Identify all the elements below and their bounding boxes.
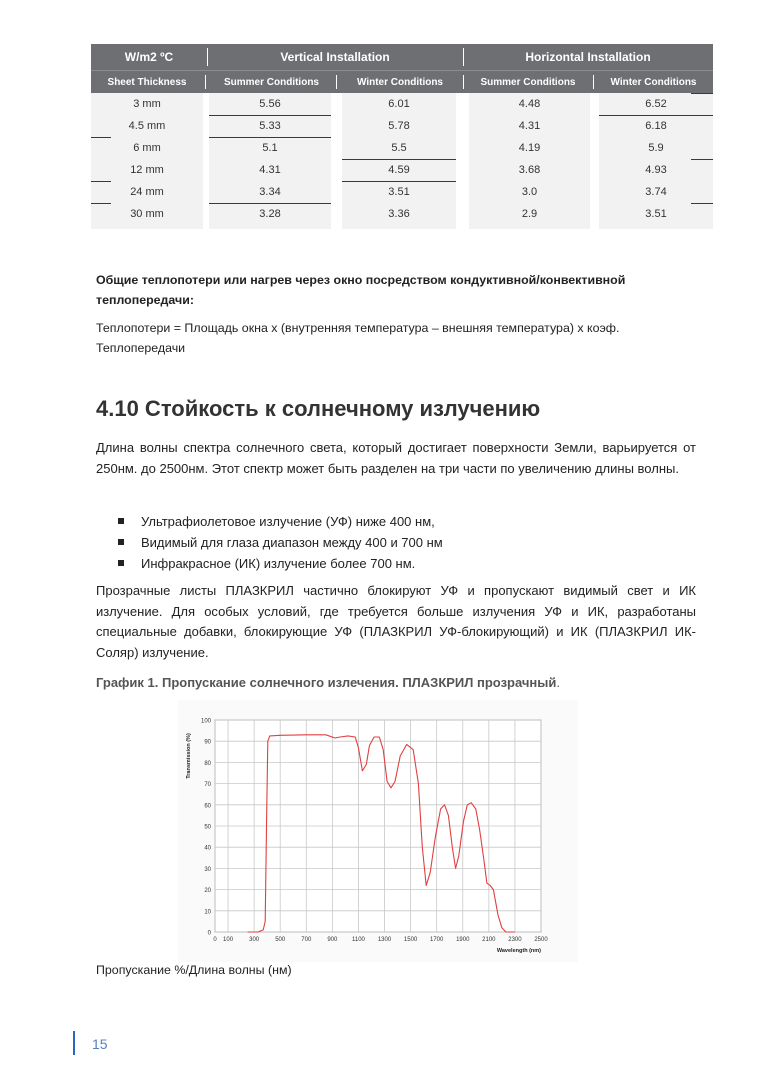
heat-loss-formula: Теплопотери = Площадь окна x (внутренняя температура – внешняя температура) x коэф. Теплопередачи <box>96 321 620 355</box>
x-tick-label: 2500 <box>534 937 548 943</box>
heat-loss-subheading: Общие теплопотери или нагрев через окно посредством кондуктивной/конвективной теплопередачи: <box>96 273 626 307</box>
row-divider <box>91 203 111 204</box>
cell-thickness: 30 mm <box>130 208 164 220</box>
row-divider <box>599 115 713 116</box>
cell-h-winter: 4.93 <box>645 164 667 176</box>
y-tick-label: 30 <box>204 866 211 873</box>
cell-thickness: 24 mm <box>130 186 164 198</box>
table-row <box>91 203 713 225</box>
cell-v-summer: 5.56 <box>259 98 281 110</box>
row-divider <box>691 93 713 94</box>
page-footer-bar <box>73 1031 75 1055</box>
cell-h-winter: 6.52 <box>645 98 667 110</box>
header-separator <box>205 75 206 89</box>
table-column-header <box>91 70 713 93</box>
cell-h-winter: 3.51 <box>645 208 667 220</box>
cell-v-winter: 3.36 <box>388 208 410 220</box>
cell-h-winter: 3.74 <box>645 186 667 198</box>
transmission-chart <box>178 700 578 962</box>
cell-h-winter: 6.18 <box>645 120 667 132</box>
paragraph-spectrum: Длина волны спектра солнечного света, который достигает поверхности Земли, варьируется от 250нм. до 2500нм. Этот спектр может быть разделен на три части по увеличению длины волны. <box>96 440 696 476</box>
col-vertical-summer: Summer Conditions <box>223 76 319 88</box>
cell-h-summer: 3.68 <box>518 164 541 176</box>
spectrum-bullet-list <box>115 511 443 574</box>
page-number: 15 <box>92 1036 108 1052</box>
x-tick-label: 100 <box>223 937 234 943</box>
table-row <box>91 159 713 181</box>
list-item: Инфракрасное (ИК) излучение более 700 нм. <box>115 553 443 574</box>
thermal-transmittance-table <box>91 44 713 229</box>
y-axis-label: Transmission (%) <box>186 733 192 779</box>
cell-thickness: 6 mm <box>133 142 161 154</box>
section-heading: 4.10 Стойкость к солнечному излучению <box>96 396 541 421</box>
x-tick-label: 700 <box>301 937 312 943</box>
table-row <box>91 181 713 203</box>
x-tick-label: 900 <box>327 937 338 943</box>
cell-h-summer: 3.0 <box>521 186 538 198</box>
cell-h-winter: 5.9 <box>648 142 664 154</box>
cell-v-summer: 4.31 <box>259 164 281 176</box>
graph-caption <box>96 675 560 690</box>
y-tick-label: 100 <box>200 718 211 725</box>
graph-caption-text: График 1. Пропускание солнечного излечения. ПЛАЗКРИЛ прозрачный <box>96 675 557 690</box>
row-divider <box>209 203 331 204</box>
y-tick-label: 90 <box>204 739 211 746</box>
x-axis-label: Wavelength (nm) <box>496 948 541 954</box>
x-tick-label: 1500 <box>403 937 418 943</box>
table-group-header <box>91 44 713 70</box>
cell-thickness: 4.5 mm <box>128 120 166 132</box>
cell-v-summer: 5.33 <box>259 120 281 132</box>
cell-v-summer: 5.1 <box>262 142 278 154</box>
cell-v-winter: 5.5 <box>391 142 407 154</box>
x-tick-label: 1700 <box>430 937 444 943</box>
cell-v-winter: 5.78 <box>388 120 410 132</box>
transmission-chart-svg <box>178 700 578 962</box>
cell-h-summer: 4.31 <box>518 120 541 132</box>
cell-h-summer: 4.48 <box>518 98 541 110</box>
table-row <box>91 93 713 115</box>
cell-v-winter: 6.01 <box>388 98 410 110</box>
x-tick-label: 500 <box>275 937 286 943</box>
row-divider <box>691 203 713 204</box>
paragraph-plazkril: Прозрачные листы ПЛАЗКРИЛ частично блокируют УФ и пропускают видимый свет и ИК излучение. Для особых условий, где требуется больше излучения УФ и ИК, разработаны специальные добавки, блокирующие УФ (ПЛАЗКРИЛ УФ-блокирующий) и ИК (ПЛАЗКРИЛ ИК-Соляр) излучение. <box>96 583 696 660</box>
row-divider <box>342 159 456 160</box>
x-tick-label: 2300 <box>508 937 522 943</box>
x-tick-label: 1100 <box>351 937 365 943</box>
y-tick-label: 80 <box>204 760 211 767</box>
x-tick-label: 1900 <box>456 937 470 943</box>
x-tick-label: 1300 <box>377 937 392 943</box>
row-divider <box>342 181 456 182</box>
y-tick-label: 40 <box>204 845 211 852</box>
y-tick-label: 20 <box>204 888 211 895</box>
x-tick-label: 0 <box>213 937 217 943</box>
y-tick-label: 0 <box>207 930 211 937</box>
col-vertical-winter: Winter Conditions <box>356 76 443 88</box>
row-divider <box>209 115 331 116</box>
cell-v-summer: 3.28 <box>259 208 281 220</box>
col-sheet-thickness: Sheet Thickness <box>107 76 187 88</box>
y-tick-label: 60 <box>204 803 211 810</box>
header-vertical-installation: Vertical Installation <box>280 50 390 64</box>
graph-caption-period: . <box>556 675 560 690</box>
y-tick-label: 70 <box>204 782 211 789</box>
row-divider <box>209 137 331 138</box>
col-horizontal-summer: Summer Conditions <box>480 76 576 88</box>
list-item: Видимый для глаза диапазон между 400 и 700 нм <box>115 532 443 553</box>
chart-caption: Пропускание %/Длина волны (нм) <box>96 963 292 977</box>
table-body <box>91 93 713 229</box>
cell-v-winter: 3.51 <box>388 186 410 198</box>
x-tick-label: 2100 <box>482 937 496 943</box>
x-tick-label: 300 <box>249 937 260 943</box>
cell-v-winter: 4.59 <box>388 164 410 176</box>
header-unit: W/m2 ºC <box>124 50 174 64</box>
header-horizontal-installation: Horizontal Installation <box>525 50 651 64</box>
cell-v-summer: 3.34 <box>259 186 281 198</box>
y-tick-label: 50 <box>204 824 211 831</box>
table-row <box>91 137 713 159</box>
list-item: Ультрафиолетовое излучение (УФ) ниже 400 нм, <box>115 511 443 532</box>
col-horizontal-winter: Winter Conditions <box>610 76 697 88</box>
cell-h-summer: 2.9 <box>521 208 538 220</box>
row-divider <box>691 159 713 160</box>
row-divider <box>91 181 111 182</box>
table-row <box>91 115 713 137</box>
cell-thickness: 3 mm <box>133 98 161 110</box>
y-tick-label: 10 <box>204 909 211 916</box>
row-divider <box>91 137 111 138</box>
cell-thickness: 12 mm <box>130 164 164 176</box>
cell-h-summer: 4.19 <box>518 142 541 154</box>
